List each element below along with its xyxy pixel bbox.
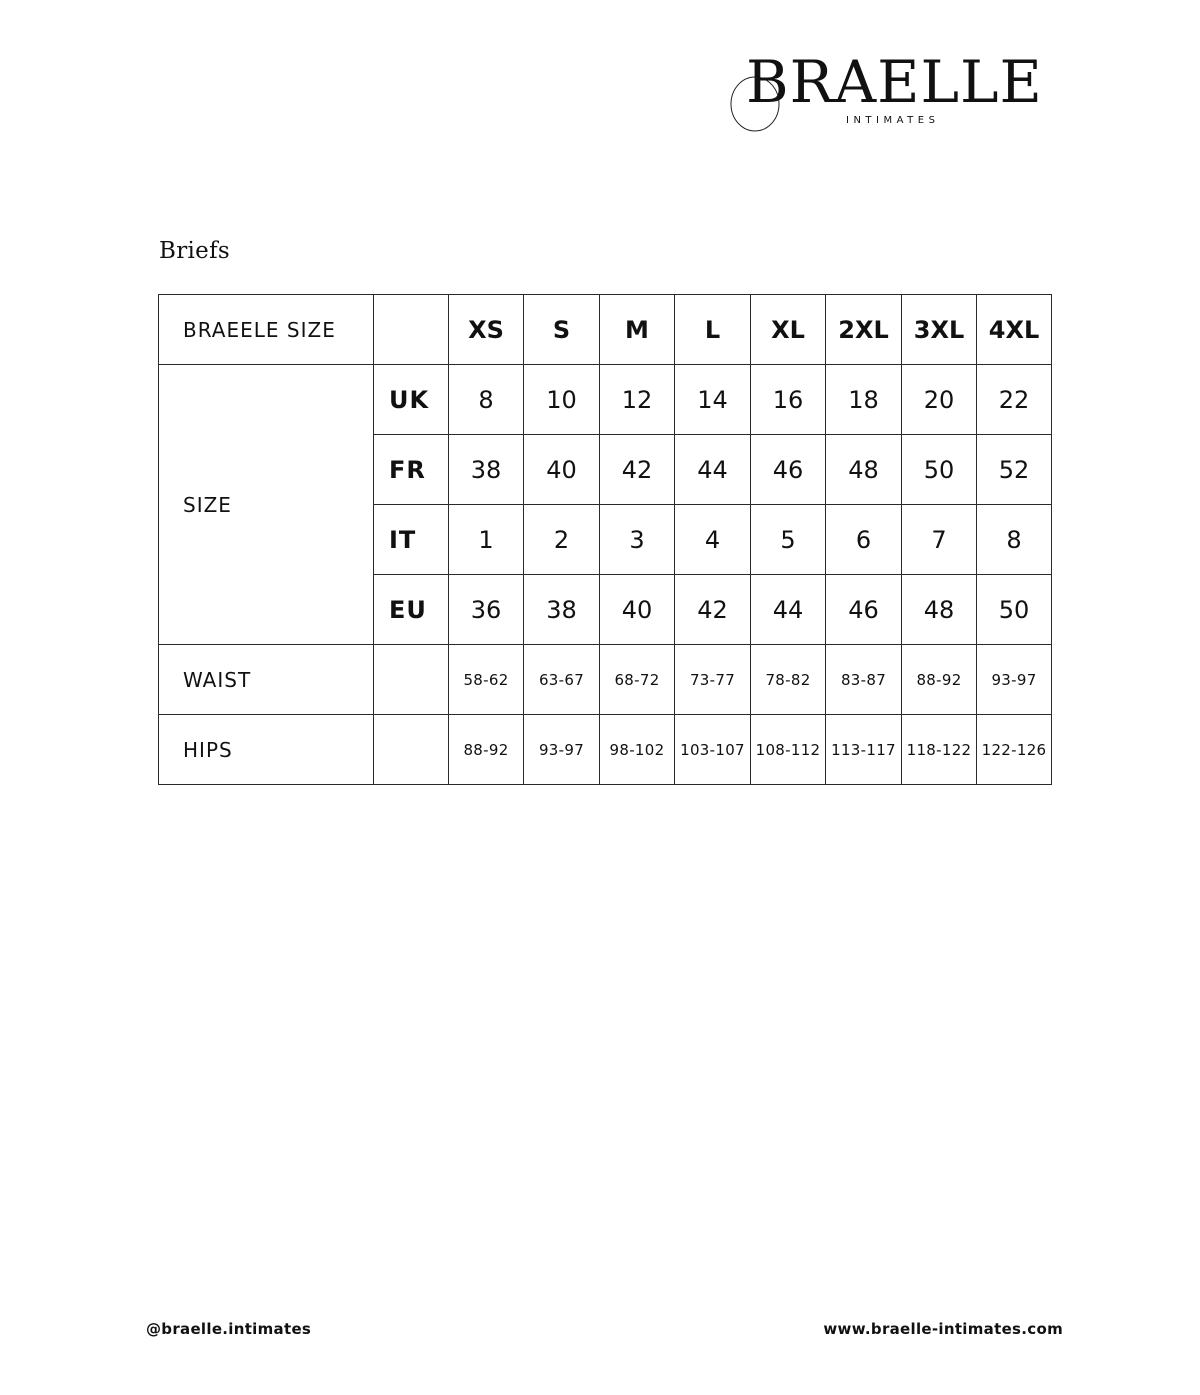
table-cell: 18 xyxy=(826,365,902,435)
measure-label: HIPS xyxy=(159,715,374,785)
table-cell: 42 xyxy=(675,575,751,645)
table-cell: 63-67 xyxy=(524,645,600,715)
table-cell: 73-77 xyxy=(675,645,751,715)
table-cell: 40 xyxy=(524,435,600,505)
table-cell: 68-72 xyxy=(600,645,675,715)
table-cell: 40 xyxy=(600,575,675,645)
measure-spacer xyxy=(374,645,449,715)
table-cell: 44 xyxy=(675,435,751,505)
table-cell: 46 xyxy=(751,435,826,505)
size-header: M xyxy=(600,295,675,365)
table-cell: 10 xyxy=(524,365,600,435)
region-code: IT xyxy=(374,505,449,575)
table-cell: 93-97 xyxy=(977,645,1052,715)
region-code: EU xyxy=(374,575,449,645)
table-cell: 108-112 xyxy=(751,715,826,785)
table-cell: 50 xyxy=(977,575,1052,645)
table-cell: 88-92 xyxy=(902,645,977,715)
table-cell: 8 xyxy=(977,505,1052,575)
table-cell: 118-122 xyxy=(902,715,977,785)
table-cell: 48 xyxy=(826,435,902,505)
region-code: FR xyxy=(374,435,449,505)
size-group-label: SIZE xyxy=(159,365,374,645)
instagram-handle[interactable]: @braelle.intimates xyxy=(146,1320,312,1338)
header-spacer xyxy=(374,295,449,365)
table-row-uk xyxy=(159,365,1052,435)
size-header: 3XL xyxy=(902,295,977,365)
table-cell: 52 xyxy=(977,435,1052,505)
table-cell: 2 xyxy=(524,505,600,575)
table-cell: 8 xyxy=(449,365,524,435)
brand-logo xyxy=(728,40,1058,140)
table-cell: 78-82 xyxy=(751,645,826,715)
table-cell: 122-126 xyxy=(977,715,1052,785)
table-cell: 42 xyxy=(600,435,675,505)
website-link[interactable]: www.braelle-intimates.com xyxy=(823,1320,1063,1338)
measure-spacer xyxy=(374,715,449,785)
region-code: UK xyxy=(374,365,449,435)
size-header: 4XL xyxy=(977,295,1052,365)
measure-label: WAIST xyxy=(159,645,374,715)
brand-tagline: INTIMATES xyxy=(846,115,940,126)
table-cell: 4 xyxy=(675,505,751,575)
table-cell: 7 xyxy=(902,505,977,575)
brand-wordmark: BRAELLE xyxy=(746,48,1043,116)
table-cell: 88-92 xyxy=(449,715,524,785)
page-title: Briefs xyxy=(159,238,230,264)
table-cell: 6 xyxy=(826,505,902,575)
table-cell: 44 xyxy=(751,575,826,645)
table-row-waist xyxy=(159,645,1052,715)
table-cell: 103-107 xyxy=(675,715,751,785)
table-cell: 50 xyxy=(902,435,977,505)
size-header: 2XL xyxy=(826,295,902,365)
size-chart-table xyxy=(158,294,1052,785)
table-cell: 36 xyxy=(449,575,524,645)
table-cell: 22 xyxy=(977,365,1052,435)
table-cell: 113-117 xyxy=(826,715,902,785)
table-cell: 5 xyxy=(751,505,826,575)
size-header: XL xyxy=(751,295,826,365)
table-cell: 46 xyxy=(826,575,902,645)
table-cell: 16 xyxy=(751,365,826,435)
brand-logo-graphic xyxy=(728,40,1058,140)
table-cell: 1 xyxy=(449,505,524,575)
table-cell: 98-102 xyxy=(600,715,675,785)
table-cell: 38 xyxy=(449,435,524,505)
header-label: BRAEELE SIZE xyxy=(159,295,374,365)
table-cell: 3 xyxy=(600,505,675,575)
table-row-hips xyxy=(159,715,1052,785)
table-cell: 38 xyxy=(524,575,600,645)
table-cell: 83-87 xyxy=(826,645,902,715)
table-cell: 93-97 xyxy=(524,715,600,785)
size-header: S xyxy=(524,295,600,365)
size-header: L xyxy=(675,295,751,365)
table-cell: 14 xyxy=(675,365,751,435)
table-cell: 48 xyxy=(902,575,977,645)
size-header: XS xyxy=(449,295,524,365)
table-cell: 58-62 xyxy=(449,645,524,715)
table-cell: 12 xyxy=(600,365,675,435)
table-header-row xyxy=(159,295,1052,365)
table-cell: 20 xyxy=(902,365,977,435)
